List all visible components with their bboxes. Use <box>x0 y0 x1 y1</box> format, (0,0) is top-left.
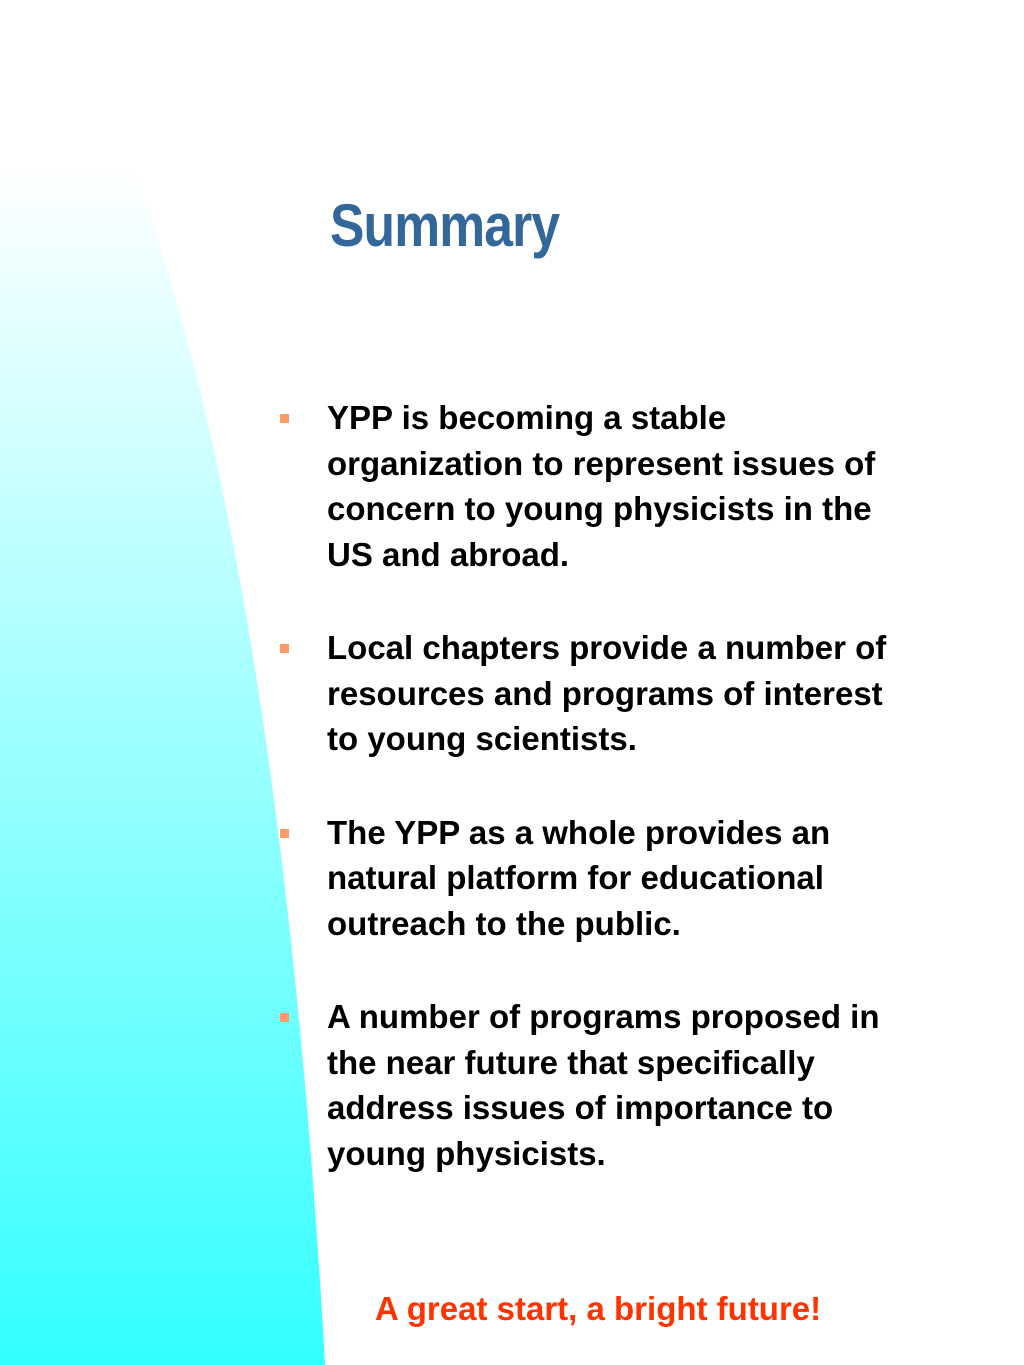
bullet-text: A number of programs proposed in the near future that specifically address issues of importance to young physicists. <box>327 998 880 1172</box>
tagline: A great start, a bright future! <box>375 1290 822 1327</box>
slide-title: Summary <box>330 192 560 259</box>
bullet-item <box>276 994 976 1176</box>
bullet-item <box>276 395 976 577</box>
bullet-list <box>276 395 976 1176</box>
square-bullet-icon <box>280 644 289 653</box>
bullet-item <box>276 625 976 762</box>
square-bullet-icon <box>280 829 289 838</box>
bullet-text: Local chapters provide a number of resources and programs of interest to young scientists. <box>327 629 887 757</box>
bullet-item <box>276 810 976 947</box>
square-bullet-icon <box>280 1013 289 1022</box>
bullet-text: The YPP as a whole provides an natural platform for educational outreach to the public. <box>327 813 831 942</box>
square-bullet-icon <box>280 414 289 423</box>
bullet-text: YPP is becoming a stable organization to represent issues of concern to young physicists in the US and abroad. <box>327 399 876 573</box>
